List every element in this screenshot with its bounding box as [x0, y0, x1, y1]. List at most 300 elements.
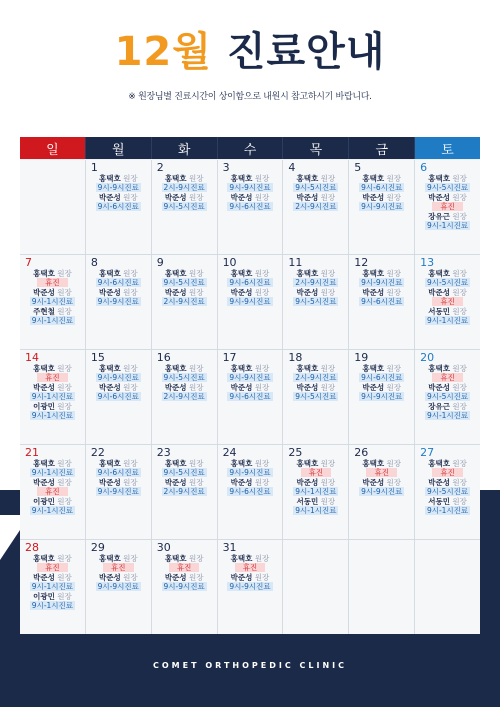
doctor-role: 원장: [123, 174, 138, 183]
doctor-role: 원장: [188, 478, 204, 487]
doctor-role: 원장: [123, 383, 138, 392]
day-number: 2: [156, 161, 164, 174]
doctor-role: 원장: [188, 364, 204, 373]
doctor-role: 원장: [57, 402, 72, 411]
doctor-role: 원장: [320, 478, 336, 487]
day-off-badge: 휴진: [432, 373, 463, 382]
hours-badge: 9시-1시진료: [31, 392, 74, 401]
hours-badge: 9시-6시진료: [229, 392, 271, 401]
hours-badge: 9시-9시진료: [229, 297, 271, 306]
day-number: 6: [420, 161, 428, 174]
doctor-role: 원장: [386, 459, 402, 468]
calendar-day-cell: [283, 445, 348, 539]
doctor-role: 원장: [188, 459, 204, 468]
doctor-name: 박준성: [428, 288, 450, 297]
doctor-name: 홍택호: [296, 364, 319, 373]
doctor-name: 장유근: [428, 402, 450, 411]
calendar-day-cell: [283, 350, 348, 444]
calendar-empty-cell: [349, 540, 414, 634]
day-off-badge: 휴진: [37, 563, 68, 572]
doctor-name: 박준성: [362, 193, 385, 202]
doctor-name: 홍택호: [428, 269, 450, 278]
doctor-line: [297, 193, 336, 202]
doctor-line: [297, 459, 336, 468]
hours-badge: 9시-1시진료: [426, 316, 469, 325]
doctor-line: [428, 174, 467, 183]
doctor-name: 홍택호: [362, 174, 385, 183]
day-number: 7: [25, 256, 32, 269]
day-number: 18: [288, 351, 303, 364]
doctor-role: 원장: [452, 383, 467, 392]
doctor-line: [297, 478, 336, 487]
doctor-role: 원장: [123, 364, 138, 373]
doctor-name: 홍택호: [98, 459, 121, 468]
clinic-name: COMET ORTHOPEDIC CLINIC: [153, 661, 347, 670]
doctor-name: 홍택호: [230, 269, 253, 278]
doctor-name: 박준성: [98, 193, 121, 202]
doctor-role: 원장: [320, 269, 336, 278]
weekday-sunday: 일: [20, 137, 86, 159]
calendar-empty-cell: [20, 160, 85, 254]
calendar-day-cell: [86, 445, 151, 539]
doctor-line: [99, 288, 138, 297]
calendar-empty-cell: [415, 540, 480, 634]
doctor-line: [231, 193, 270, 202]
hours-badge: 9시-5시진료: [163, 202, 205, 211]
doctor-line: [231, 288, 270, 297]
doctor-name: 박준성: [230, 383, 253, 392]
doctor-name: 홍택호: [98, 554, 121, 563]
day-number: 1: [90, 161, 98, 174]
day-number: 29: [90, 541, 105, 554]
doctor-line: [362, 269, 401, 278]
hours-badge: 9시-5시진료: [295, 392, 337, 401]
doctor-line: [165, 174, 204, 183]
doctor-name: 서동민: [428, 307, 450, 316]
hours-badge: 9시-1시진료: [31, 297, 74, 306]
doctor-name: 이광민: [33, 497, 55, 506]
doctor-role: 원장: [320, 193, 336, 202]
doctor-line: [297, 269, 336, 278]
weekday-thursday: 목: [283, 137, 349, 159]
doctor-role: 원장: [57, 364, 72, 373]
hours-badge: 9시-6시진료: [229, 202, 271, 211]
doctor-role: 원장: [320, 288, 336, 297]
doctor-role: 원장: [188, 383, 204, 392]
calendar-day-cell: [152, 350, 217, 444]
doctor-name: 홍택호: [296, 459, 319, 468]
hours-badge: 9시-9시진료: [229, 468, 271, 477]
calendar-day-cell: [349, 445, 414, 539]
doctor-line: [428, 402, 467, 411]
doctor-role: 원장: [57, 288, 72, 297]
hours-badge: 9시-9시진료: [97, 487, 139, 496]
weekday-saturday: 토: [415, 137, 480, 159]
hours-badge: 2시-9시진료: [163, 392, 205, 401]
doctor-line: [428, 212, 467, 221]
doctor-role: 원장: [57, 478, 72, 487]
weekday-header: [20, 137, 480, 159]
schedule-entries: [22, 459, 83, 516]
doctor-line: [231, 459, 270, 468]
doctor-name: 홍택호: [428, 364, 450, 373]
doctor-name: 홍택호: [33, 269, 55, 278]
calendar-grid: [20, 160, 480, 634]
doctor-line: [362, 364, 401, 373]
doctor-role: 원장: [320, 174, 336, 183]
doctor-name: 홍택호: [98, 269, 121, 278]
hours-badge: 9시-5시진료: [426, 183, 469, 192]
doctor-name: 박준성: [164, 288, 187, 297]
doctor-line: [428, 497, 467, 506]
day-off-badge: 휴진: [103, 563, 134, 572]
title-month: 12월: [114, 29, 212, 75]
day-number: 12: [354, 256, 369, 269]
doctor-name: 홍택호: [164, 554, 187, 563]
schedule-entries: [351, 459, 412, 497]
doctor-name: 박준성: [362, 383, 385, 392]
calendar-day-cell: [415, 160, 480, 254]
schedule-entries: [285, 364, 346, 402]
doctor-line: [428, 383, 467, 392]
doctor-role: 원장: [452, 402, 467, 411]
day-number: 15: [90, 351, 105, 364]
schedule-entries: [417, 459, 478, 516]
day-off-badge: 휴진: [366, 468, 397, 477]
schedule-entries: [88, 459, 149, 497]
doctor-role: 원장: [57, 307, 72, 316]
day-off-badge: 휴진: [235, 563, 266, 572]
calendar-empty-cell: [283, 540, 348, 634]
doctor-name: 박준성: [98, 383, 121, 392]
doctor-role: 원장: [254, 269, 270, 278]
hours-badge: 9시-6시진료: [97, 202, 139, 211]
doctor-name: 박준성: [230, 288, 253, 297]
day-number: 28: [25, 541, 39, 554]
weekday-wednesday: 수: [218, 137, 284, 159]
day-number: 16: [156, 351, 171, 364]
calendar-day-cell: [349, 160, 414, 254]
day-number: 26: [354, 446, 369, 459]
doctor-name: 홍택호: [164, 459, 187, 468]
doctor-name: 홍택호: [296, 269, 319, 278]
doctor-line: [231, 364, 270, 373]
doctor-name: 박준성: [164, 383, 187, 392]
hours-badge: 9시-6시진료: [229, 278, 271, 287]
doctor-name: 박준성: [164, 478, 187, 487]
doctor-line: [33, 288, 72, 297]
doctor-line: [362, 459, 401, 468]
hours-badge: 9시-1시진료: [31, 601, 74, 610]
schedule-entries: [351, 269, 412, 307]
doctor-role: 원장: [386, 383, 402, 392]
hours-badge: 9시-1시진료: [31, 582, 74, 591]
day-off-badge: 휴진: [301, 468, 332, 477]
day-number: 20: [420, 351, 435, 364]
doctor-role: 원장: [254, 288, 270, 297]
doctor-line: [165, 554, 204, 563]
calendar-day-cell: [86, 255, 151, 349]
doctor-name: 홍택호: [164, 174, 187, 183]
doctor-role: 원장: [57, 459, 72, 468]
hours-badge: 9시-9시진료: [361, 202, 403, 211]
calendar-day-cell: [152, 540, 217, 634]
doctor-role: 원장: [123, 573, 138, 582]
doctor-line: [33, 383, 72, 392]
schedule-entries: [22, 269, 83, 326]
schedule-entries: [88, 174, 149, 212]
calendar-day-cell: [152, 445, 217, 539]
schedule-entries: [154, 269, 215, 307]
doctor-name: 이광민: [33, 402, 55, 411]
doctor-line: [33, 554, 72, 563]
doctor-role: 원장: [452, 288, 467, 297]
hours-badge: 9시-6시진료: [361, 373, 403, 382]
doctor-name: 박준성: [362, 288, 385, 297]
doctor-name: 박준성: [230, 193, 253, 202]
schedule-entries: [88, 554, 149, 592]
doctor-role: 원장: [57, 592, 72, 601]
doctor-line: [33, 592, 72, 601]
doctor-line: [165, 478, 204, 487]
hours-badge: 9시-9시진료: [163, 582, 205, 591]
doctor-role: 원장: [254, 364, 270, 373]
doctor-name: 서동민: [428, 497, 450, 506]
doctor-line: [297, 383, 336, 392]
doctor-name: 박준성: [296, 383, 319, 392]
hours-badge: 9시-6시진료: [97, 278, 139, 287]
schedule-entries: [22, 554, 83, 611]
day-number: 10: [222, 256, 237, 269]
hours-badge: 9시-5시진료: [426, 278, 469, 287]
doctor-line: [99, 193, 138, 202]
doctor-line: [99, 364, 138, 373]
calendar-day-cell: [218, 445, 283, 539]
day-number: 24: [222, 446, 237, 459]
schedule-entries: [351, 364, 412, 402]
doctor-line: [33, 459, 72, 468]
day-off-badge: 휴진: [432, 202, 463, 211]
doctor-role: 원장: [452, 193, 467, 202]
doctor-name: 홍택호: [164, 269, 187, 278]
schedule-entries: [417, 269, 478, 326]
calendar-day-cell: [218, 540, 283, 634]
calendar-day-cell: [415, 255, 480, 349]
doctor-role: 원장: [452, 478, 467, 487]
hours-badge: 9시-5시진료: [163, 373, 205, 382]
page-title: [0, 29, 500, 75]
doctor-name: 홍택호: [362, 269, 385, 278]
doctor-line: [428, 478, 467, 487]
hours-badge: 9시-9시진료: [97, 582, 139, 591]
hours-badge: 9시-9시진료: [97, 297, 139, 306]
hours-badge: 9시-1시진료: [31, 506, 74, 515]
calendar-day-cell: [349, 350, 414, 444]
hours-badge: 9시-1시진료: [31, 468, 74, 477]
doctor-name: 홍택호: [230, 554, 253, 563]
hours-badge: 2시-9시진료: [163, 297, 205, 306]
hours-badge: 2시-9시진료: [295, 278, 337, 287]
doctor-line: [428, 269, 467, 278]
doctor-name: 박준성: [33, 288, 55, 297]
doctor-name: 홍택호: [230, 174, 253, 183]
hours-badge: 9시-1시진료: [426, 506, 469, 515]
doctor-role: 원장: [254, 459, 270, 468]
doctor-role: 원장: [123, 269, 138, 278]
doctor-role: 원장: [320, 459, 336, 468]
day-number: 5: [354, 161, 362, 174]
hours-badge: 9시-9시진료: [229, 183, 271, 192]
doctor-name: 홍택호: [33, 364, 55, 373]
schedule-entries: [220, 174, 281, 212]
schedule-entries: [285, 269, 346, 307]
doctor-name: 홍택호: [33, 554, 55, 563]
doctor-name: 이광민: [33, 592, 55, 601]
doctor-role: 원장: [254, 193, 270, 202]
doctor-name: 홍택호: [98, 364, 121, 373]
schedule-entries: [417, 364, 478, 421]
doctor-name: 홍택호: [362, 364, 385, 373]
doctor-role: 원장: [254, 573, 270, 582]
doctor-line: [33, 497, 72, 506]
doctor-role: 원장: [123, 459, 138, 468]
doctor-name: 박준성: [362, 478, 385, 487]
day-off-badge: 휴진: [169, 563, 200, 572]
doctor-line: [33, 478, 72, 487]
doctor-role: 원장: [452, 364, 467, 373]
day-number: 17: [222, 351, 237, 364]
doctor-line: [99, 573, 138, 582]
doctor-name: 홍택호: [428, 174, 450, 183]
doctor-line: [362, 174, 401, 183]
schedule-entries: [154, 459, 215, 497]
day-number: 30: [156, 541, 171, 554]
schedule-entries: [220, 459, 281, 497]
doctor-role: 원장: [320, 364, 336, 373]
doctor-name: 홍택호: [230, 459, 253, 468]
schedule-entries: [154, 364, 215, 402]
schedule-entries: [220, 554, 281, 592]
doctor-line: [428, 193, 467, 202]
day-number: 9: [156, 256, 164, 269]
doctor-role: 원장: [320, 497, 336, 506]
doctor-name: 박준성: [98, 478, 121, 487]
hours-badge: 9시-1시진료: [426, 411, 469, 420]
day-number: 11: [288, 256, 303, 269]
doctor-role: 원장: [57, 497, 72, 506]
hours-badge: 9시-5시진료: [163, 278, 205, 287]
doctor-role: 원장: [57, 383, 72, 392]
doctor-line: [165, 383, 204, 392]
doctor-role: 원장: [452, 212, 467, 221]
hours-badge: 9시-9시진료: [229, 373, 271, 382]
calendar-day-cell: [86, 160, 151, 254]
doctor-role: 원장: [254, 478, 270, 487]
page-subtitle: ※ 원장님별 진료시간이 상이함으로 내원시 참고하시기 바랍니다.: [128, 92, 372, 102]
doctor-name: 박준성: [296, 478, 319, 487]
doctor-line: [33, 402, 72, 411]
doctor-name: 홍택호: [98, 174, 121, 183]
calendar-day-cell: [415, 350, 480, 444]
weekday-monday: 월: [86, 137, 152, 159]
calendar-day-cell: [283, 160, 348, 254]
hours-badge: 9시-5시진료: [295, 183, 337, 192]
doctor-role: 원장: [386, 269, 402, 278]
hours-badge: 9시-1시진료: [31, 411, 74, 420]
doctor-line: [428, 288, 467, 297]
doctor-name: 박준성: [428, 478, 450, 487]
hours-badge: 2시-9시진료: [295, 202, 337, 211]
doctor-role: 원장: [320, 383, 336, 392]
hours-badge: 9시-6시진료: [361, 297, 403, 306]
doctor-role: 원장: [452, 307, 467, 316]
calendar: [20, 137, 480, 630]
doctor-name: 장유근: [428, 212, 450, 221]
calendar-day-cell: [283, 255, 348, 349]
day-off-badge: 휴진: [37, 278, 68, 287]
doctor-line: [99, 554, 138, 563]
hours-badge: 9시-6시진료: [361, 183, 403, 192]
doctor-line: [99, 478, 138, 487]
doctor-line: [165, 269, 204, 278]
hours-badge: 9시-1시진료: [295, 487, 337, 496]
day-number: 14: [25, 351, 39, 364]
schedule-entries: [285, 174, 346, 212]
hours-badge: 9시-1시진료: [426, 221, 469, 230]
calendar-day-cell: [218, 350, 283, 444]
day-off-badge: 휴진: [432, 468, 463, 477]
day-number: 13: [420, 256, 435, 269]
doctor-line: [428, 459, 467, 468]
hours-badge: 9시-9시진료: [361, 278, 403, 287]
calendar-day-cell: [218, 255, 283, 349]
doctor-line: [99, 383, 138, 392]
day-number: 8: [90, 256, 98, 269]
hours-badge: 9시-9시진료: [229, 582, 271, 591]
calendar-day-cell: [152, 255, 217, 349]
doctor-line: [428, 307, 467, 316]
doctor-role: 원장: [452, 174, 467, 183]
doctor-line: [33, 307, 72, 316]
doctor-name: 박준성: [164, 193, 187, 202]
hours-badge: 9시-5시진료: [426, 392, 469, 401]
hours-badge: 9시-6시진료: [229, 487, 271, 496]
doctor-line: [362, 288, 401, 297]
doctor-line: [362, 478, 401, 487]
doctor-role: 원장: [57, 573, 72, 582]
doctor-role: 원장: [188, 573, 204, 582]
calendar-day-cell: [20, 540, 85, 634]
schedule-entries: [88, 364, 149, 402]
doctor-role: 원장: [123, 554, 138, 563]
day-off-badge: 휴진: [432, 297, 463, 306]
doctor-name: 박준성: [98, 573, 121, 582]
doctor-role: 원장: [57, 269, 72, 278]
hours-badge: 9시-9시진료: [97, 183, 139, 192]
day-number: 23: [156, 446, 171, 459]
doctor-line: [165, 573, 204, 582]
doctor-line: [428, 364, 467, 373]
doctor-name: 박준성: [296, 193, 319, 202]
hours-badge: 9시-9시진료: [361, 487, 403, 496]
doctor-line: [165, 193, 204, 202]
schedule-entries: [88, 269, 149, 307]
schedule-entries: [220, 364, 281, 402]
doctor-role: 원장: [188, 269, 204, 278]
doctor-role: 원장: [386, 193, 402, 202]
doctor-line: [231, 383, 270, 392]
day-off-badge: 휴진: [37, 487, 68, 496]
